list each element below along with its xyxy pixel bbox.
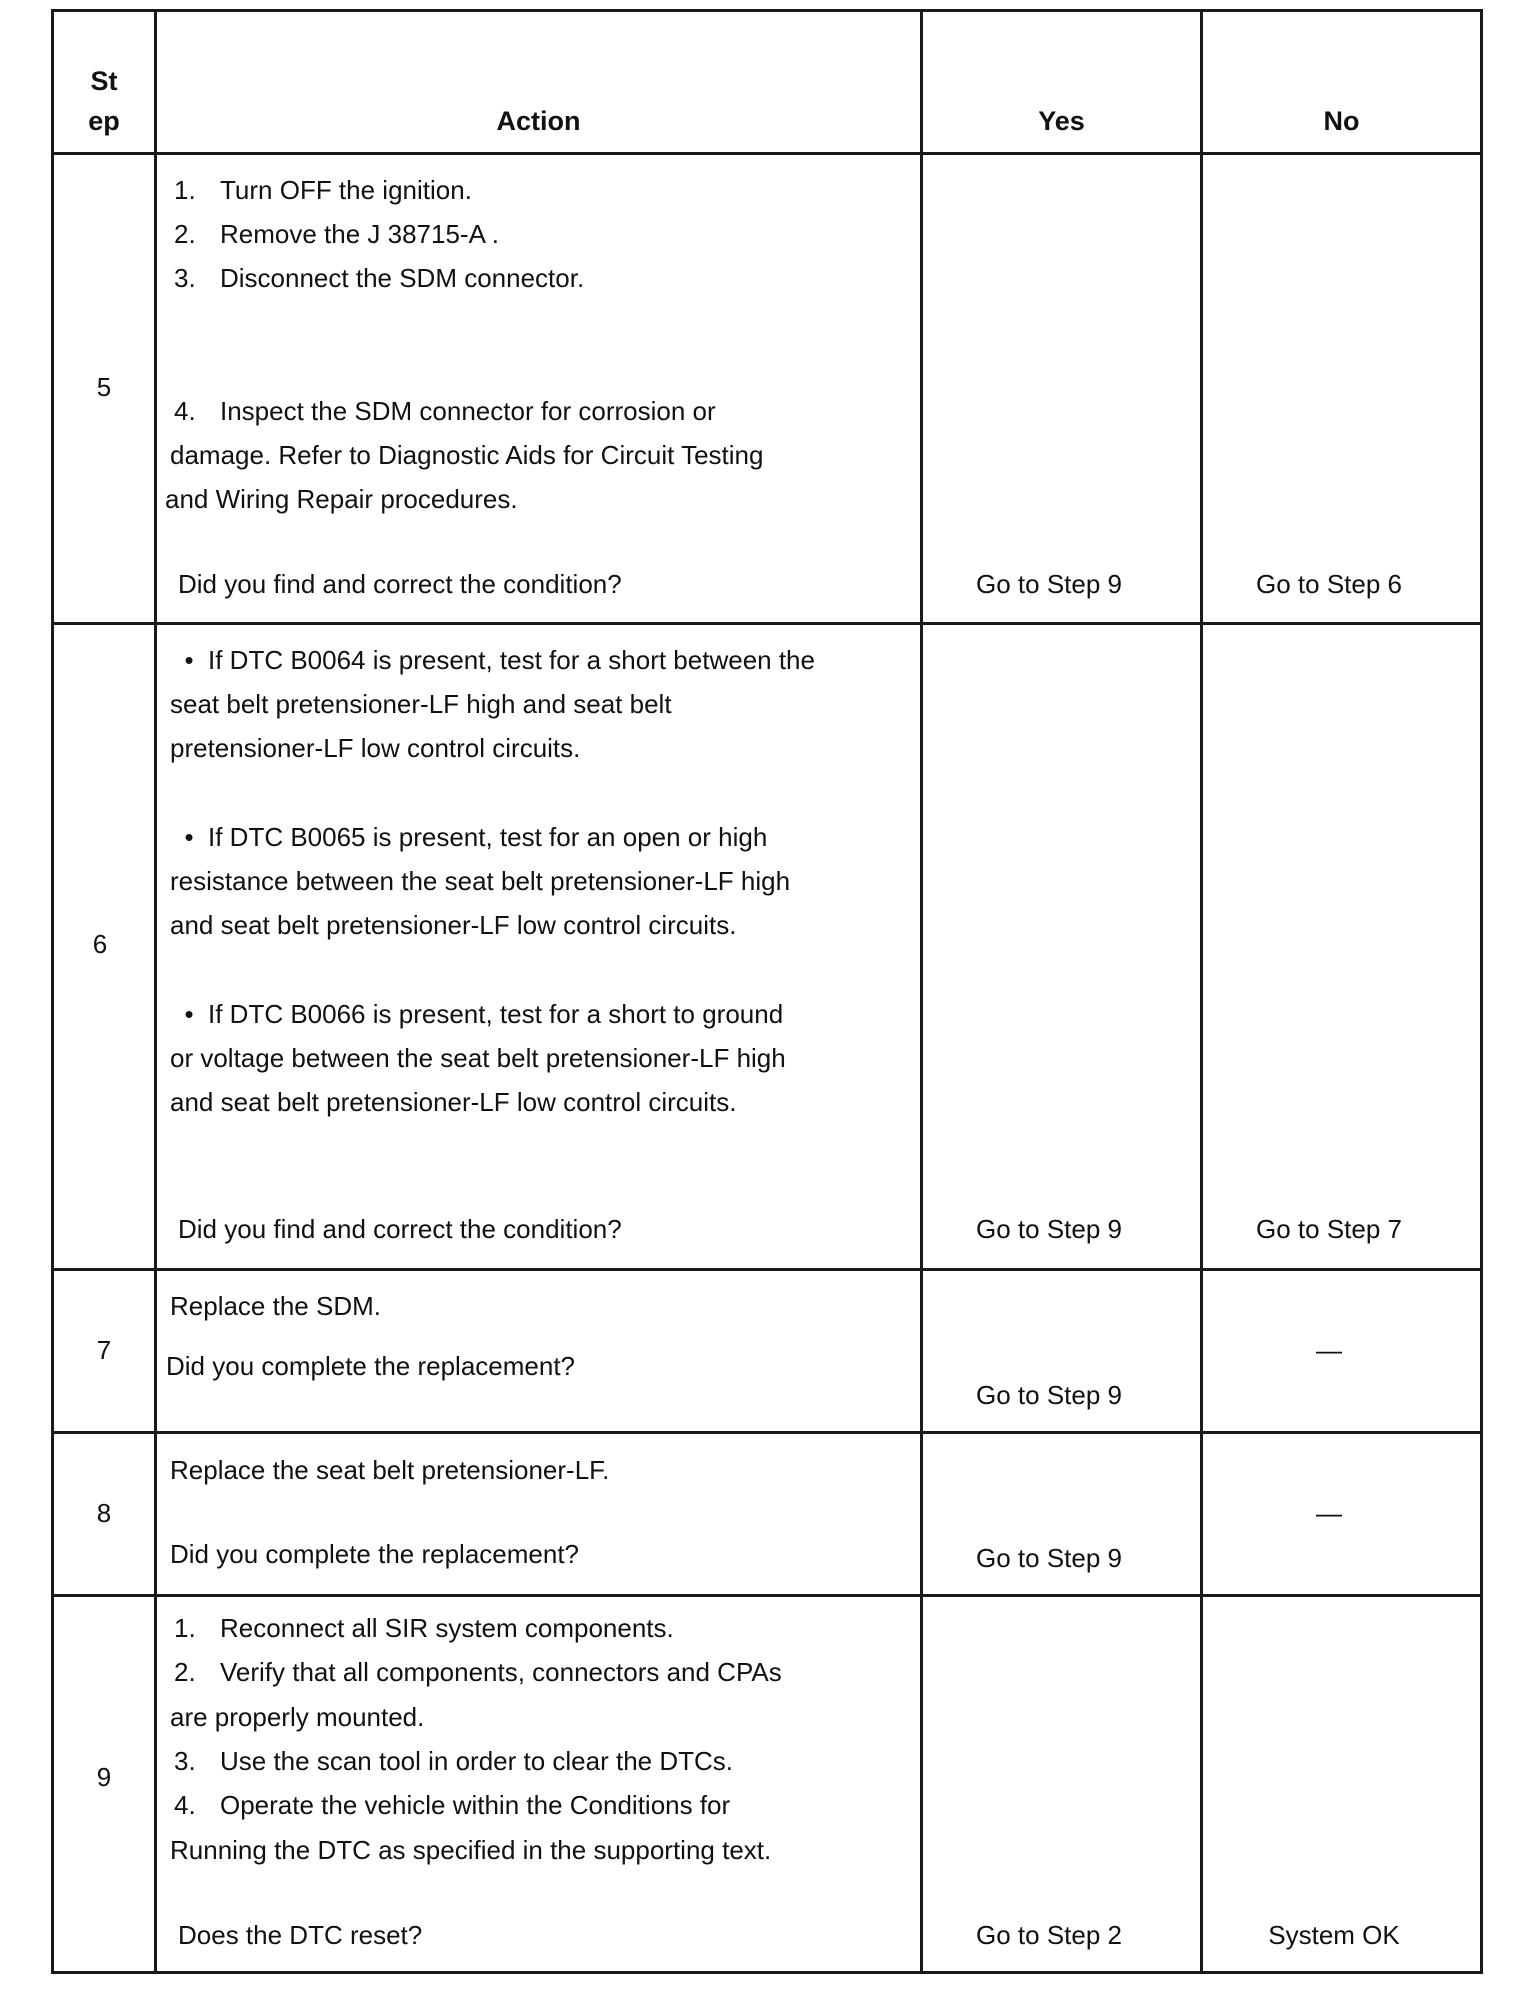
list-item: 4. Operate the vehicle within the Conditions for <box>174 1790 731 1820</box>
action-text: and seat belt pretensioner-LF low control circuits. <box>170 1087 737 1117</box>
no-result: System OK <box>1268 1920 1400 1950</box>
action-text: and Wiring Repair procedures. <box>165 484 518 514</box>
yes-result: Go to Step 9 <box>976 1380 1122 1410</box>
header-yes: Yes <box>1038 106 1085 136</box>
step-number: 9 <box>96 1762 112 1792</box>
diagnostic-table <box>51 9 1483 1974</box>
yes-result: Go to Step 2 <box>976 1920 1122 1950</box>
question-text: Did you find and correct the condition? <box>178 569 622 599</box>
action-text: Replace the seat belt pretensioner-LF. <box>170 1455 610 1485</box>
action-text: Running the DTC as specified in the supporting text. <box>170 1835 772 1865</box>
header-step-line2: ep <box>88 106 120 136</box>
yes-result: Go to Step 9 <box>976 1214 1122 1244</box>
action-text: or voltage between the seat belt pretensioner-LF high <box>170 1043 786 1073</box>
action-text: Replace the SDM. <box>170 1291 381 1321</box>
bullet-icon: • <box>184 822 194 852</box>
action-text: resistance between the seat belt pretensioner-LF high <box>170 866 791 896</box>
header-no: No <box>1323 106 1360 136</box>
list-item: 3. Disconnect the SDM connector. <box>174 263 585 293</box>
step-number: 7 <box>96 1335 112 1365</box>
action-text: pretensioner-LF low control circuits. <box>170 733 581 763</box>
step-number: 6 <box>92 929 108 959</box>
list-item: 3. Use the scan tool in order to clear the DTCs. <box>174 1746 734 1776</box>
step-number: 8 <box>96 1498 112 1528</box>
row-divider <box>54 152 1480 155</box>
list-item: 2. Verify that all components, connectors and CPAs <box>174 1657 782 1687</box>
step-number: 5 <box>96 372 112 402</box>
yes-result: Go to Step 9 <box>976 1543 1122 1573</box>
action-text: and seat belt pretensioner-LF low control circuits. <box>170 910 737 940</box>
list-item: 1. Turn OFF the ignition. <box>174 175 472 205</box>
bullet-icon: • <box>184 999 194 1029</box>
column-divider <box>1200 12 1203 1971</box>
row-divider <box>54 1268 1480 1271</box>
bullet-icon: • <box>184 645 194 675</box>
row-divider <box>54 1431 1480 1434</box>
list-item: • If DTC B0065 is present, test for an open or high <box>170 822 767 852</box>
list-item: 2. Remove the J 38715-A . <box>174 219 499 249</box>
row-divider <box>54 622 1480 625</box>
question-text: Does the DTC reset? <box>178 1920 423 1950</box>
column-divider <box>154 12 157 1971</box>
list-item: • If DTC B0066 is present, test for a short to ground <box>170 999 783 1029</box>
yes-result: Go to Step 9 <box>976 569 1122 599</box>
row-divider <box>54 1594 1480 1597</box>
header-step-line1: St <box>90 66 118 96</box>
list-item: • If DTC B0064 is present, test for a short between the <box>170 645 815 675</box>
no-result: Go to Step 7 <box>1256 1214 1402 1244</box>
no-result: Go to Step 6 <box>1256 569 1402 599</box>
no-result: — <box>1316 1335 1342 1365</box>
header-action: Action <box>496 106 581 136</box>
question-text: Did you complete the replacement? <box>166 1351 576 1381</box>
question-text: Did you find and correct the condition? <box>178 1214 622 1244</box>
list-item: 4. Inspect the SDM connector for corrosion or <box>174 396 716 426</box>
list-item: 1. Reconnect all SIR system components. <box>174 1613 674 1643</box>
action-text: seat belt pretensioner-LF high and seat belt <box>170 689 672 719</box>
action-text: damage. Refer to Diagnostic Aids for Circuit Testing <box>170 440 764 470</box>
question-text: Did you complete the replacement? <box>170 1539 580 1569</box>
action-text: are properly mounted. <box>170 1702 425 1732</box>
column-divider <box>920 12 923 1971</box>
no-result: — <box>1316 1498 1342 1528</box>
